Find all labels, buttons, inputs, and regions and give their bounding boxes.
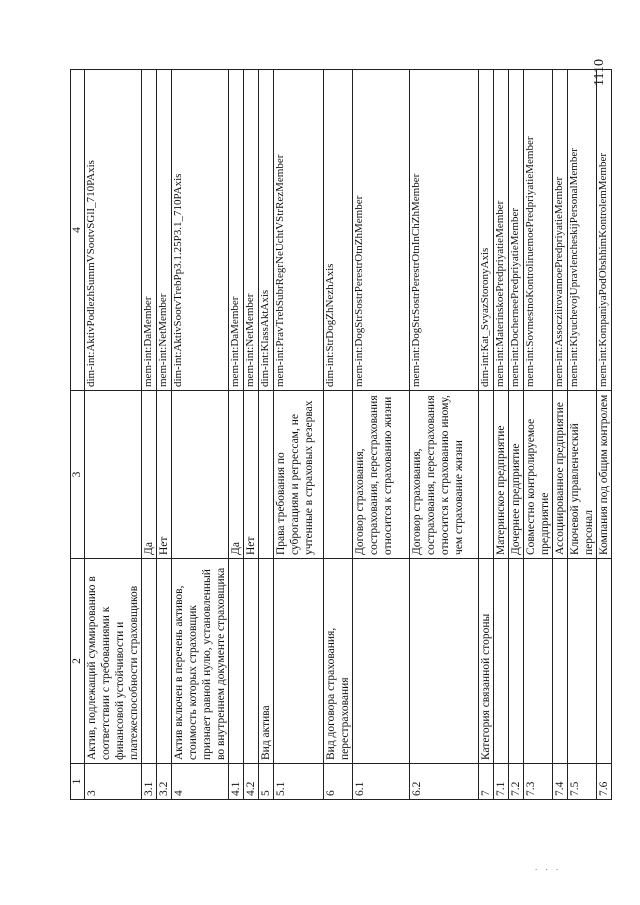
row-value bbox=[324, 391, 353, 559]
row-number: 4.1 bbox=[229, 764, 244, 800]
table-row bbox=[274, 70, 324, 800]
row-number: 4 bbox=[172, 764, 229, 800]
row-ref: mem-int:DogStrSostrPerestrOtnInChZhMember bbox=[410, 70, 479, 391]
scan-specks: . . . bbox=[535, 862, 562, 872]
row-name bbox=[142, 559, 157, 764]
row-number: 6.1 bbox=[353, 764, 410, 800]
header-cell: 1 bbox=[71, 764, 85, 800]
row-value: Договор страхования, сострахования, перестрахования относится к страхованию жизни bbox=[353, 391, 410, 559]
row-name bbox=[353, 559, 410, 764]
row-ref: mem-int:DaMember bbox=[229, 70, 244, 391]
row-number: 7.2 bbox=[509, 764, 524, 800]
row-ref: mem-int:NetMember bbox=[244, 70, 259, 391]
row-ref: mem-int:NetMember bbox=[157, 70, 172, 391]
row-name bbox=[509, 559, 524, 764]
row-number: 3.1 bbox=[142, 764, 157, 800]
row-number: 7.6 bbox=[597, 764, 612, 800]
row-name bbox=[553, 559, 568, 764]
row-ref: dim-int:Kat_SvyazStoronyAxis bbox=[479, 70, 494, 391]
row-name bbox=[597, 559, 612, 764]
row-name bbox=[157, 559, 172, 764]
table-row bbox=[85, 70, 142, 800]
row-ref: dim-int:KlassAktAxis bbox=[259, 70, 274, 391]
row-value: Да bbox=[229, 391, 244, 559]
row-name: Актив включен в перечень активов, стоимость которых страховщик признает равной нулю, установленный во внутреннем документе страховщика bbox=[172, 559, 229, 764]
row-ref: dim-int:AktivPodlezhSummVSootvSGlI_710PAxis bbox=[85, 70, 142, 391]
row-value: Дочернее предприятие bbox=[509, 391, 524, 559]
row-number: 7 bbox=[479, 764, 494, 800]
row-name bbox=[229, 559, 244, 764]
row-ref: mem-int:KlyuchevojUpravlencheskijPersonalMember bbox=[568, 70, 597, 391]
table-row bbox=[142, 70, 157, 800]
row-ref: dim-int:AktivSootvTrebPp3.1.25P3.1_710PAxis bbox=[172, 70, 229, 391]
row-name: Актив, подлежащий суммированию в соответствии с требованиями к финансовой устойчивости и платежеспособности страховщиков bbox=[85, 559, 142, 764]
header-cell: 4 bbox=[71, 70, 85, 391]
table-row bbox=[553, 70, 568, 800]
row-value bbox=[85, 391, 142, 559]
row-name: Категория связанной стороны bbox=[479, 559, 494, 764]
row-value: Права требования по суброгациям и регрессам, не учтенные в страховых резервах bbox=[274, 391, 324, 559]
table-header-row bbox=[71, 70, 85, 800]
table-row bbox=[524, 70, 553, 800]
row-value: Ассоциированное предприятие bbox=[553, 391, 568, 559]
row-number: 6 bbox=[324, 764, 353, 800]
row-ref: mem-int:AssocziirovannoePredpriyatieMember bbox=[553, 70, 568, 391]
table-row bbox=[479, 70, 494, 800]
table-row bbox=[597, 70, 612, 800]
table-row bbox=[229, 70, 244, 800]
table-row bbox=[410, 70, 479, 800]
row-number: 7.1 bbox=[494, 764, 509, 800]
row-value bbox=[259, 391, 274, 559]
row-number: 4.2 bbox=[244, 764, 259, 800]
table-row bbox=[259, 70, 274, 800]
row-ref: dim-int:StrDogZhNezhAxis bbox=[324, 70, 353, 391]
table-row bbox=[157, 70, 172, 800]
row-ref: mem-int:DocherneePredpriyatieMember bbox=[509, 70, 524, 391]
row-value: Нет bbox=[244, 391, 259, 559]
data-table bbox=[70, 69, 612, 800]
row-number: 7.4 bbox=[553, 764, 568, 800]
row-number: 5 bbox=[259, 764, 274, 800]
row-name bbox=[244, 559, 259, 764]
row-number: 3 bbox=[85, 764, 142, 800]
row-name bbox=[494, 559, 509, 764]
row-value: Да bbox=[142, 391, 157, 559]
row-ref: mem-int:MaterinskoePredpriyatieMember bbox=[494, 70, 509, 391]
table-row bbox=[509, 70, 524, 800]
table-row bbox=[172, 70, 229, 800]
row-ref: mem-int:PravTrebSubrRegrNeUchtVStrRezMember bbox=[274, 70, 324, 391]
row-value: Компания под общим контролем bbox=[597, 391, 612, 559]
row-value: Ключевой управленческий персонал bbox=[568, 391, 597, 559]
row-number: 5.1 bbox=[274, 764, 324, 800]
header-cell: 2 bbox=[71, 559, 85, 764]
row-ref: mem-int:DogStrSostrPerestrOtnZhMember bbox=[353, 70, 410, 391]
row-ref: mem-int:KompaniyaPodObshhimKontrolemMember bbox=[597, 70, 612, 391]
row-name bbox=[524, 559, 553, 764]
row-number: 7.5 bbox=[568, 764, 597, 800]
table-row bbox=[353, 70, 410, 800]
table-row bbox=[494, 70, 509, 800]
row-value: Материнское предприятие bbox=[494, 391, 509, 559]
row-number: 7.3 bbox=[524, 764, 553, 800]
row-name bbox=[568, 559, 597, 764]
row-ref: mem-int:DaMember bbox=[142, 70, 157, 391]
row-value: Нет bbox=[157, 391, 172, 559]
row-name: Вид договора страхования, перестрахования bbox=[324, 559, 353, 764]
table-row bbox=[324, 70, 353, 800]
row-number: 6.2 bbox=[410, 764, 479, 800]
row-value bbox=[172, 391, 229, 559]
page-number: 1110 bbox=[592, 59, 607, 86]
table-row bbox=[568, 70, 597, 800]
table-row bbox=[244, 70, 259, 800]
row-number: 3.2 bbox=[157, 764, 172, 800]
row-name bbox=[410, 559, 479, 764]
row-value: Договор страхования, сострахования, перестрахования относится к страхованию иному, чем страхование жизни bbox=[410, 391, 479, 559]
row-name bbox=[274, 559, 324, 764]
row-name: Вид актива bbox=[259, 559, 274, 764]
row-value: Совместно контролируемое предприятие bbox=[524, 391, 553, 559]
row-value bbox=[479, 391, 494, 559]
header-cell: 3 bbox=[71, 391, 85, 559]
row-ref: mem-int:SovmestnoKontroliruemoePredpriyatieMember bbox=[524, 70, 553, 391]
